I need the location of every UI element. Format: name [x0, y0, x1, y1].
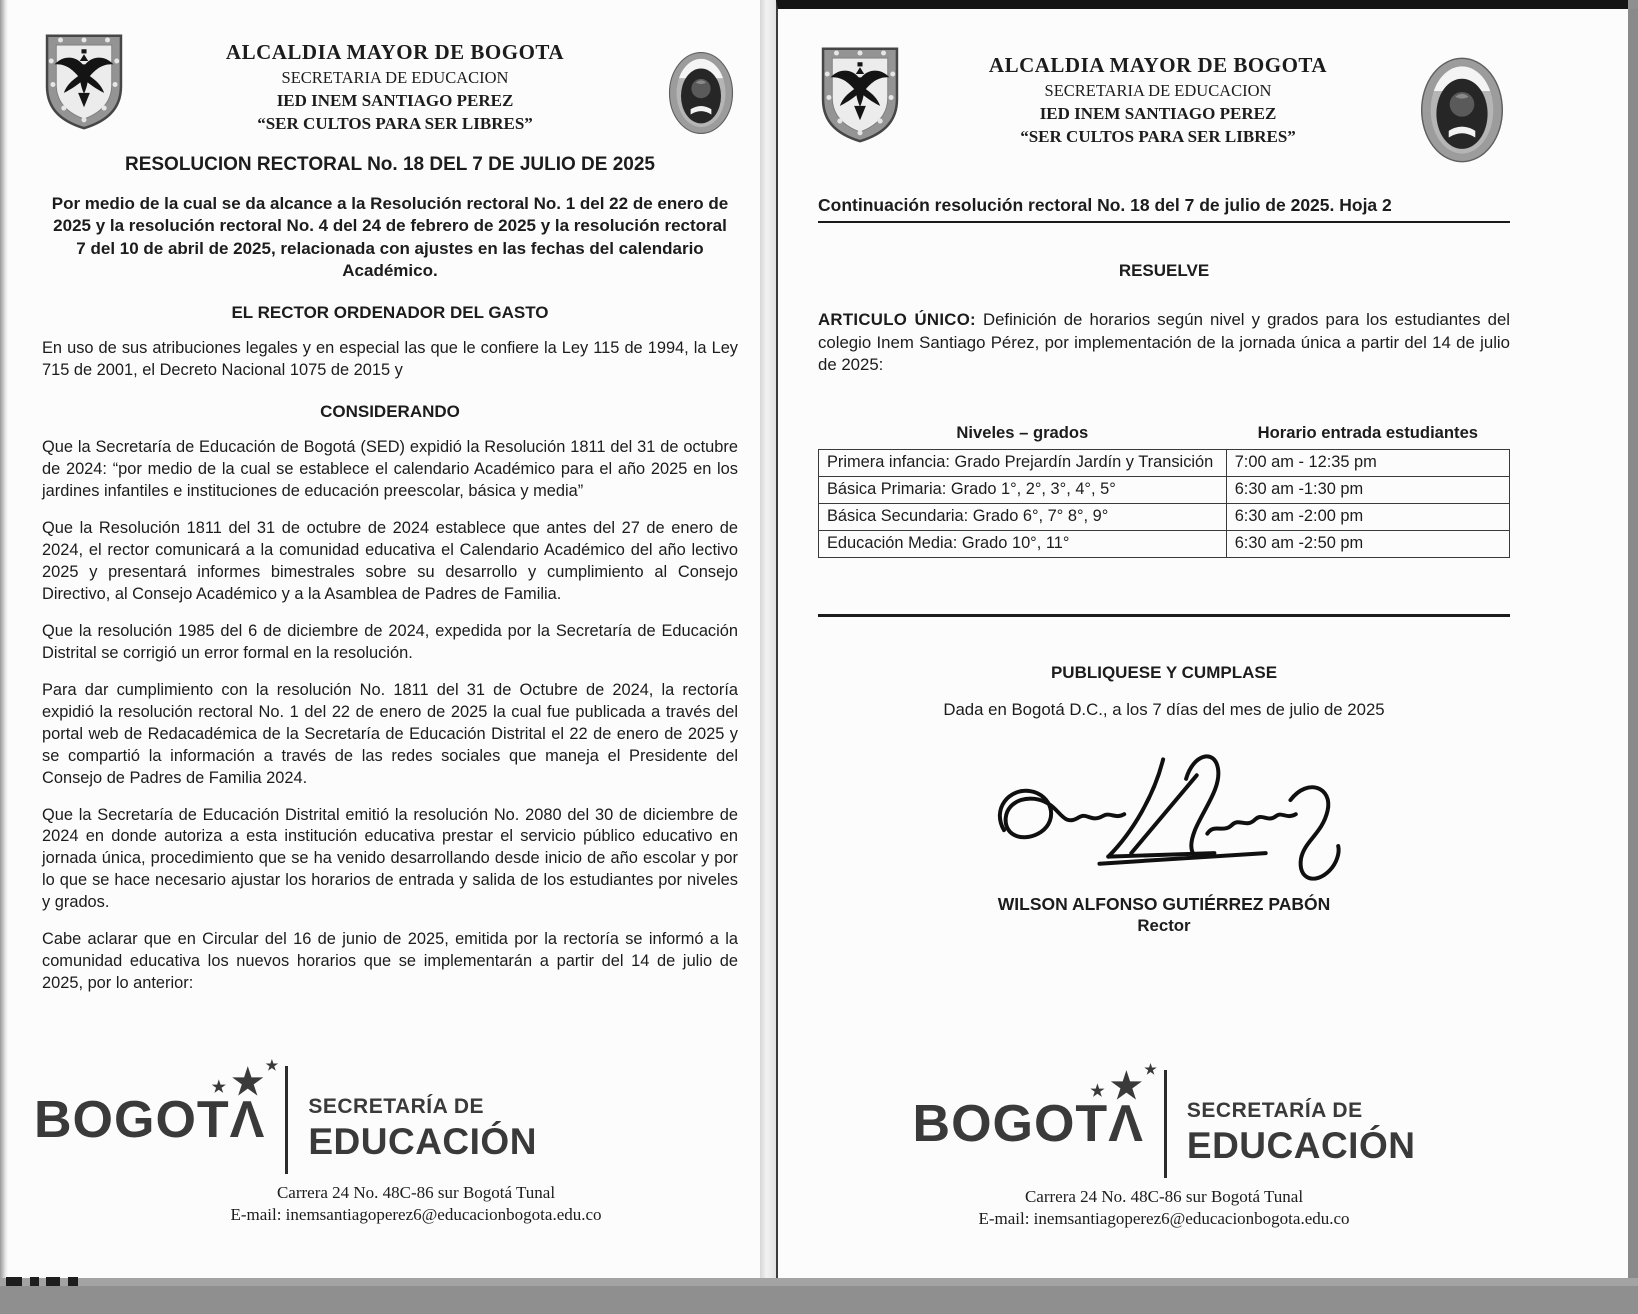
resolution-intro: Por medio de la cual se da alcance a la Resolución rectoral No. 1 del 22 de enero de 2025 y la resolución rectoral No. 4 del 24 de febrero de 2025 y la resolución rectoral 7 del 10 de abril de 2025, relacionada con ajustes en las fechas del calendario Académico. [51, 194, 729, 281]
heading-resuelve: RESUELVE [1118, 261, 1210, 280]
issued-line: Dada en Bogotá D.C., a los 7 días del mes de julio de 2025 [943, 700, 1385, 719]
page2-letterhead [818, 45, 1510, 165]
scan-artifact [68, 1277, 78, 1286]
paragraph-articulo-unico [818, 309, 1510, 377]
footer-address: Carrera 24 No. 48C-86 sur Bogotá Tunal [276, 1182, 556, 1202]
letterhead-motto: “SER CULTOS PARA SER LIBRES” [1020, 127, 1296, 146]
star-icon: ★ [211, 1078, 228, 1096]
page2-scan-edge [1628, 9, 1638, 1286]
heading-publiquese: PUBLIQUESE Y CUMPLASE [1050, 663, 1278, 682]
heading-rector-ordenador: EL RECTOR ORDENADOR DEL GASTO [231, 302, 549, 322]
resolution-page-1 [0, 0, 760, 1278]
paragraph-considerando-2: Que la Resolución 1811 del 31 de octubre de 2024 establece que antes del 27 de enero de 2024, el rector comunicará a la comunidad educativa el Calendario Académico del año lectivo 2025 y presentará informes bimestrales sobre su desarrollo y cumplimiento al Consejo Directivo, al Consejo Académico y a la Asamblea de Padres de Familia. [42, 518, 738, 603]
bogota-logo-word: BOGOT [912, 1094, 1109, 1153]
footer-address-block [34, 1182, 738, 1226]
secretaria-educacion-logo-text: SECRETARÍA DE EDUCACIÓN [1186, 1098, 1416, 1166]
letterhead-line3: IED INEM SANTIAGO PEREZ [1039, 104, 1277, 123]
cell-horario: 6:30 am -2:50 pm [1226, 530, 1509, 557]
footer-address-block [818, 1186, 1510, 1230]
star-icon: ★ [231, 1060, 265, 1102]
logo-divider [285, 1066, 288, 1174]
bogota-logo-a: Λ ★ ★ ★ [211, 1056, 280, 1149]
cell-nivel: Educación Media: Grado 10°, 11° [819, 530, 1227, 557]
column-header-niveles: Niveles – grados [956, 422, 1089, 442]
scan-artifact [6, 1277, 22, 1286]
letterhead-line2: SECRETARIA DE EDUCACION [1044, 81, 1272, 100]
page1-footer [0, 1056, 760, 1226]
signer-title: Rector [1137, 916, 1191, 935]
star-icon: ★ [1090, 1082, 1106, 1100]
cell-horario: 6:30 am -2:00 pm [1226, 503, 1509, 530]
scan-artifact [46, 1277, 60, 1286]
scan-artifact [30, 1277, 39, 1286]
footer-address: Carrera 24 No. 48C-86 sur Bogotá Tunal [1024, 1186, 1304, 1206]
cell-nivel: Básica Primaria: Grado 1°, 2°, 3°, 4°, 5° [819, 476, 1227, 503]
star-icon: ★ [1110, 1064, 1144, 1106]
paragraph-considerando-6: Cabe aclarar que en Circular del 16 de junio de 2025, emitida por la rectoría se informó a la comunidad educativa los nuevos horarios que se implementarán a partir del 14 de julio de 2025, por lo anterior: [42, 930, 738, 993]
signer-name: WILSON ALFONSO GUTIÉRREZ PABÓN [997, 894, 1331, 914]
table-row [819, 449, 1510, 476]
table-row [819, 476, 1510, 503]
paragraph-atribuciones: En uso de sus atribuciones legales y en especial las que le confiere la Ley 115 de 1994, la Ley 715 de 2001, el Decreto Nacional 1075 de 2015 y [42, 338, 738, 379]
secretaria-educacion-logo-text: SECRETARÍA DE EDUCACIÓN [308, 1094, 537, 1162]
letterhead-line1: ALCALDIA MAYOR DE BOGOTA [225, 40, 565, 64]
page1-scan-edge [0, 0, 8, 1278]
letterhead-text [902, 45, 1414, 147]
letterhead-line2: SECRETARIA DE EDUCACION [281, 68, 509, 87]
letterhead-motto: “SER CULTOS PARA SER LIBRES” [257, 114, 533, 133]
schedule-table [818, 421, 1510, 558]
bogota-coat-of-arms-icon [42, 32, 126, 132]
star-icon: ★ [1144, 1060, 1158, 1077]
paragraph-considerando-3: Que la resolución 1985 del 6 de diciembre de 2024, expedida por la Secretaría de Educación Distrital se corrigió un error formal en la resolución. [42, 621, 738, 662]
logo-divider [1164, 1070, 1167, 1178]
continuation-line: Continuación resolución rectoral No. 18 del 7 de julio de 2025. Hoja 2 [818, 195, 1510, 223]
bogota-coat-of-arms-icon [818, 45, 902, 145]
footer-email: E-mail: inemsantiagoperez6@educacionbogota.edu.co [978, 1208, 1350, 1228]
bogota-education-logo [818, 1060, 1510, 1178]
table-row [819, 530, 1510, 557]
bogota-education-logo [34, 1056, 738, 1174]
bogota-logo-a: Λ ★ ★ ★ [1090, 1060, 1158, 1153]
bogota-logo-word: BOGOT [34, 1090, 230, 1149]
cell-nivel: Primera infancia: Grado Prejardín Jardín y Transición [819, 449, 1227, 476]
schedule-header-row [819, 421, 1510, 450]
column-header-horario: Horario entrada estudiantes [1257, 422, 1479, 442]
page1-letterhead [42, 32, 738, 136]
cell-horario: 6:30 am -1:30 pm [1226, 476, 1509, 503]
table-row [819, 503, 1510, 530]
star-icon: ★ [265, 1056, 280, 1073]
footer-email: E-mail: inemsantiagoperez6@educacionbogota.edu.co [230, 1204, 602, 1224]
letterhead-line3: IED INEM SANTIAGO PEREZ [276, 91, 514, 110]
paragraph-considerando-5: Que la Secretaría de Educación Distrital emitió la resolución No. 2080 del 30 de diciembre de 2024 en donde autoriza a esta institución educativa prestar el servicio público educativo en jornada única, procedimiento que se ha venido desarrollando desde inicio de año escolar y por lo que se hace necesario ajustar los horarios de entrada y salida de los estudiantes por niveles y grados. [42, 805, 738, 912]
resolution-title: RESOLUCION RECTORAL No. 18 DEL 7 DE JULIO DE 2025 [124, 154, 655, 175]
scan-bottom-edge [0, 1278, 1638, 1286]
letterhead-line1: ALCALDIA MAYOR DE BOGOTA [988, 53, 1328, 77]
cell-horario: 7:00 am - 12:35 pm [1226, 449, 1509, 476]
paragraph-considerando-1: Que la Secretaría de Educación de Bogotá (SED) expidió la Resolución 1811 del 31 de octubre de 2024: “por medio de la cual se establece el calendario Académico para el año 2025 en los jardines infantiles e instituciones de educación preescolar, básica y media” [42, 437, 738, 500]
page2-footer [778, 1060, 1628, 1230]
section-divider-rule [818, 614, 1510, 618]
school-seal-icon [1414, 55, 1510, 165]
school-seal-icon [664, 50, 738, 136]
articulo-text: Definición de horarios según nivel y grados para los estudiantes del colegio Inem Santiago Pérez, por implementación de la jornada única a partir del 14 de julio de 2025: [818, 310, 1511, 374]
letterhead-text [126, 32, 664, 134]
resolution-page-2 [776, 0, 1628, 1278]
heading-considerando: CONSIDERANDO [320, 401, 460, 421]
rector-signature-icon [818, 724, 1510, 892]
paragraph-considerando-4: Para dar cumplimiento con la resolución No. 1811 del 31 de Octubre de 2024, la rectoría expidió la resolución rectoral No. 1 del 22 de enero de 2025 la cual fue publicada a través del portal web de Redacadémica de la Secretaría de Educación Distrital el 22 de enero de 2025 y se compartió la información a través de las redes sociales que maneja el Presidente del Consejo de Padres de Familia 2024. [42, 680, 738, 787]
articulo-label: ARTICULO ÚNICO: [818, 310, 976, 329]
cell-nivel: Básica Secundaria: Grado 6°, 7° 8°, 9° [819, 503, 1227, 530]
page-gap [760, 0, 776, 1278]
